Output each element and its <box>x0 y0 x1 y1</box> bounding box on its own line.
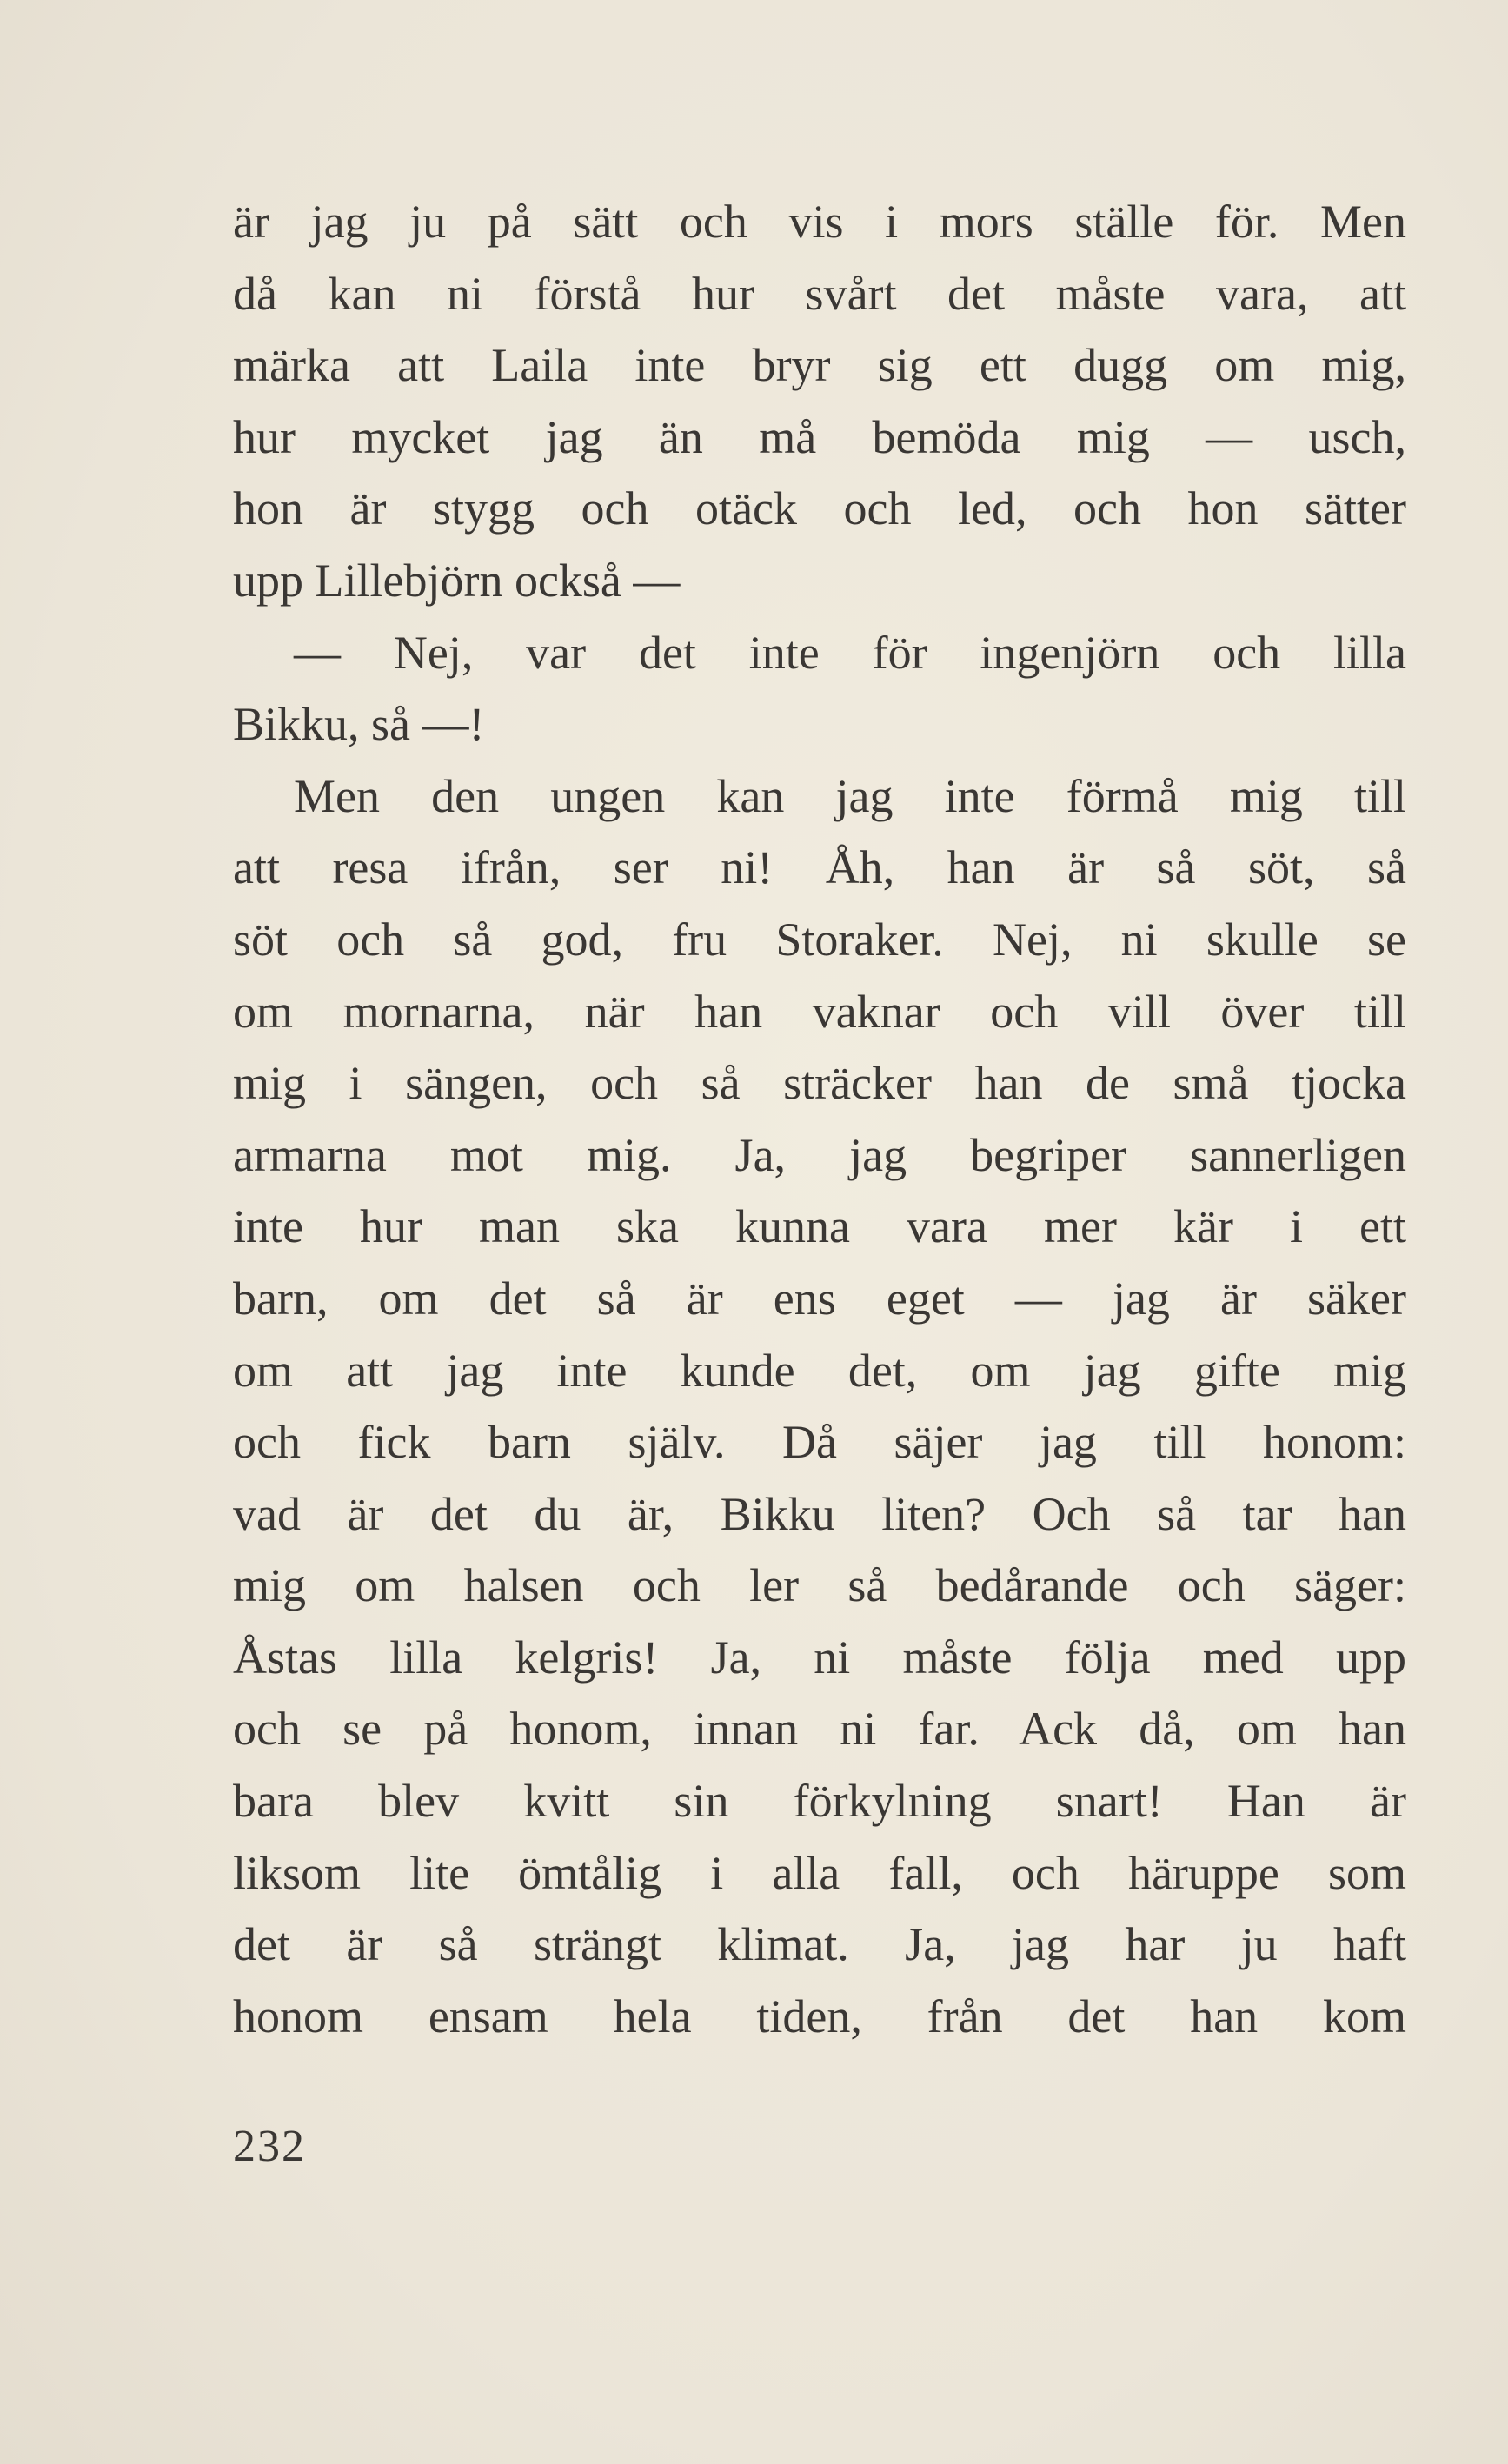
text-line: upp Lillebjörn också — <box>233 554 681 607</box>
text-line: — Nej, var det inte för ingenjörn och lilla <box>294 626 1406 679</box>
text-line: liksom lite ömtålig i alla fall, och häruppe som <box>233 1846 1406 1899</box>
text-line: hur mycket jag än må bemöda mig — usch, <box>233 410 1406 463</box>
text-line: inte hur man ska kunna vara mer kär i ett <box>233 1200 1406 1253</box>
text-line: Bikku, så —! <box>233 698 485 751</box>
text-line: armarna mot mig. Ja, jag begriper sannerligen <box>233 1128 1406 1181</box>
text-line: hon är stygg och otäck och led, och hon sätter <box>233 482 1406 535</box>
text-line: märka att Laila inte bryr sig ett dugg om mig, <box>233 339 1406 392</box>
body-text <box>233 186 1406 2052</box>
page-number: 232 <box>233 2122 306 2171</box>
text-line: om mornarna, när han vaknar och vill över till <box>233 985 1406 1038</box>
text-line: att resa ifrån, ser ni! Åh, han är så söt, så <box>233 841 1406 894</box>
text-line: mig i sängen, och så sträcker han de små tjocka <box>233 1057 1406 1110</box>
text-line: det är så strängt klimat. Ja, jag har ju haft <box>233 1918 1406 1971</box>
text-line: är jag ju på sätt och vis i mors ställe för. Men <box>233 196 1406 248</box>
text-line: om att jag inte kunde det, om jag gifte mig <box>233 1344 1406 1397</box>
text-line: honom ensam hela tiden, från det han kom <box>233 1989 1406 2042</box>
text-line: mig om halsen och ler så bedårande och säger: <box>233 1559 1406 1612</box>
text-line: barn, om det så är ens eget — jag är säker <box>233 1272 1406 1325</box>
text-line: vad är det du är, Bikku liten? Och så tar han <box>233 1487 1406 1540</box>
text-line: Men den ungen kan jag inte förmå mig till <box>294 769 1406 822</box>
text-line: och se på honom, innan ni far. Ack då, om han <box>233 1703 1406 1756</box>
text-line: bara blev kvitt sin förkylning snart! Han är <box>233 1775 1406 1828</box>
text-line: söt och så god, fru Storaker. Nej, ni skulle se <box>233 913 1406 966</box>
text-line: då kan ni förstå hur svårt det måste vara, att <box>233 267 1406 320</box>
text-line: Åstas lilla kelgris! Ja, ni måste följa med upp <box>233 1630 1406 1684</box>
text-line: och fick barn själv. Då säjer jag till honom: <box>233 1416 1406 1469</box>
